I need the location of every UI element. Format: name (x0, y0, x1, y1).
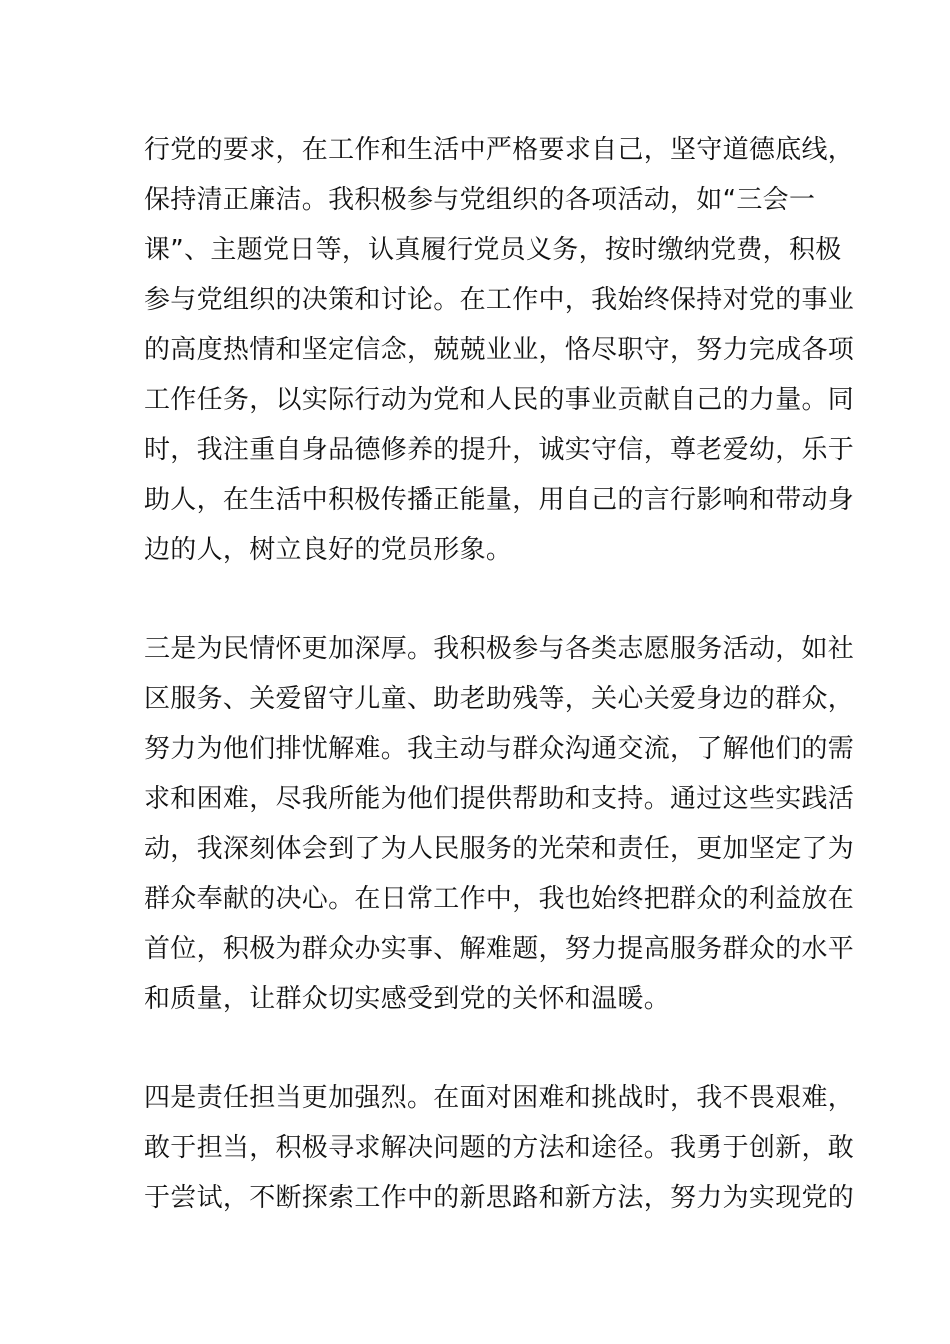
text-line: 区服务、关爱留守儿童、助老助残等，关心关爱身边的群众， (144, 684, 855, 714)
paragraph-2 (144, 624, 855, 1024)
text-line: 助人，在生活中积极传播正能量，用自己的言行影响和带动身 (144, 485, 855, 515)
text-line: 求和困难，尽我所能为他们提供帮助和支持。通过这些实践活 (144, 784, 855, 814)
text-line: 敢于担当，积极寻求解决问题的方法和途径。我勇于创新，敢 (144, 1133, 855, 1163)
text-line: 努力为他们排忧解难。我主动与群众沟通交流，了解他们的需 (144, 734, 855, 764)
text-line: 于尝试，不断探索工作中的新思路和新方法，努力为实现党的 (144, 1183, 855, 1213)
text-line: 参与党组织的决策和讨论。在工作中，我始终保持对党的事业 (144, 285, 855, 315)
text-line: 行党的要求，在工作和生活中严格要求自己，坚守道德底线， (144, 135, 855, 165)
paragraph-1 (144, 125, 855, 575)
text-line: 动，我深刻体会到了为人民服务的光荣和责任，更加坚定了为 (144, 834, 855, 864)
text-line: 的高度热情和坚定信念，兢兢业业，恪尽职守，努力完成各项 (144, 335, 855, 365)
paragraph-3 (144, 1073, 855, 1223)
text-line: 群众奉献的决心。在日常工作中，我也始终把群众的利益放在 (144, 884, 855, 914)
text-line: 首位，积极为群众办实事、解难题，努力提高服务群众的水平 (144, 934, 855, 964)
text-line: 保持清正廉洁。我积极参与党组织的各项活动，如“三会一 (144, 185, 816, 215)
text-line: 时，我注重自身品德修养的提升，诚实守信，尊老爱幼，乐于 (144, 435, 855, 465)
text-line: 三是为民情怀更加深厚。我积极参与各类志愿服务活动，如社 (144, 634, 855, 664)
text-line: 工作任务，以实际行动为党和人民的事业贡献自己的力量。同 (144, 385, 855, 415)
text-line: 课”、主题党日等，认真履行党员义务，按时缴纳党费，积极 (144, 235, 842, 265)
text-line: 边的人，树立良好的党员形象。 (144, 535, 513, 565)
text-line: 四是责任担当更加强烈。在面对困难和挑战时，我不畏艰难， (144, 1083, 855, 1113)
text-line: 和质量，让群众切实感受到党的关怀和温暖。 (144, 984, 671, 1014)
